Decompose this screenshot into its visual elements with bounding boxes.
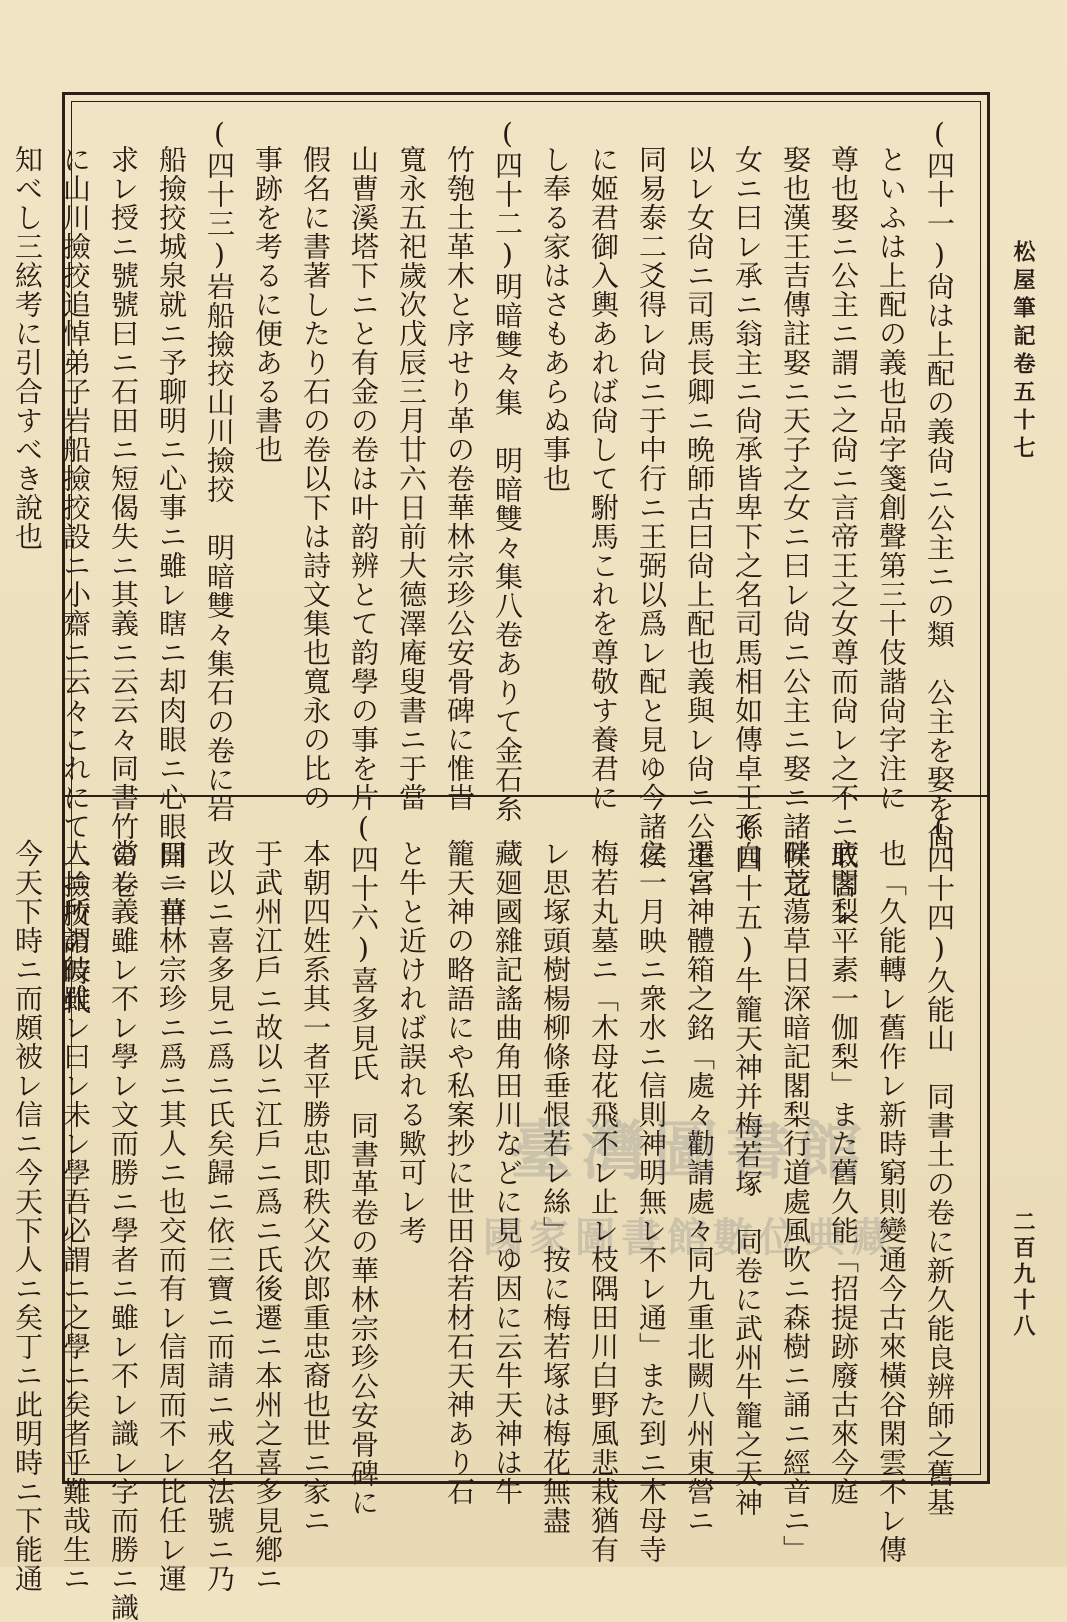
- text-column: 娶也漢王吉傳註娶ニ天子之女ニ曰レ尙ニ公主ニ娶ニ諸侯之: [779, 145, 812, 899]
- text-column: 竹匏土革木と序せり革の卷華林宗珍公安骨碑に惟旹: [443, 145, 476, 812]
- text-column: 本朝四姓系其一者平勝忠即秩父次郎重忠裔也世ニ家ニ: [299, 839, 332, 1535]
- text-column: 于武州江戶ニ故以ニ江戶ニ爲ニ氏後遷ニ本州之喜多見鄕ニ: [251, 839, 284, 1593]
- text-column: (四十一)尙は上配の義尙ニ公主ニの類 公主を娶を尙: [923, 117, 956, 852]
- text-column: 事跡を考るに便ある書也: [251, 145, 284, 464]
- text-column: 當レ義雖レ不レ學レ文而勝ニ學者ニ雖レ不レ識レ字而勝ニ識: [107, 839, 140, 1622]
- text-column: 假名に書著したり石の卷以下は詩文集也寬永の比の: [299, 145, 332, 812]
- text-column: 求レ授ニ號號曰ニ石田ニ短偈失ニ其義ニ云云々同書竹の卷: [107, 145, 140, 899]
- text-column: と牛と近ければ誤れる歟可レ考: [395, 839, 428, 1245]
- watermark-main-text: 臺灣圖書館: [510, 1114, 870, 1189]
- text-column: 藏廻國雜記謠曲角田川などに見ゆ因に云牛天神は牛: [491, 839, 524, 1506]
- text-column: (四十三)岩船撿挍山川撿挍 明暗雙々集石の卷に岩: [203, 117, 236, 823]
- text-column: (四十四)久能山 同書土の卷に新久能良辨師之舊基: [923, 811, 956, 1517]
- text-column: 底閣梨平素一伽梨」また舊久能「招提跡廢古來今庭: [827, 839, 860, 1506]
- page-number: 二百九十八: [1010, 1210, 1036, 1340]
- text-column: レ思塚頭樹楊柳條垂恨若レ絲」按に梅若塚は梅花無盡: [539, 839, 572, 1535]
- text-column: 寬永五祀歲次戊辰三月廿六日前大德澤庵叟書ニ于當: [395, 145, 428, 812]
- text-column: 船撿挍城泉就ニ予聊明ニ心事ニ雖レ瞎ニ却肉眼ニ心眼開一日: [155, 145, 188, 928]
- text-column: 也「久能轉レ舊作レ新時窮則變通今古來橫谷閑雲不レ傳: [875, 839, 908, 1564]
- text-column: に山川撿挍追悼弟子岩船撿挍設ニ小齋ニ云々これにて二撿挍の時代: [59, 145, 92, 1015]
- text-column: 女ニ曰レ承ニ翁主ニ尙承皆卑下之名司馬相如傳卓王孫自: [731, 145, 764, 870]
- text-column: 同易泰二爻得レ尙ニ于中行ニ王弼以爲レ配と見ゆ今諸侯: [635, 145, 668, 870]
- text-column: 之一月映ニ衆水ニ信則神明無レ不レ通」また到ニ木母寺: [635, 839, 668, 1564]
- text-frame: [11, 92, 990, 1622]
- text-column: 山曹溪塔下ニと有金の卷は叶韵辨とて韵學の事を片: [347, 145, 380, 812]
- text-column: 梅若丸墓ニ「木母花飛不レ止レ枝隅田川白野風悲栽猶有: [587, 839, 620, 1564]
- text-column: 人ニ所謂彼雖レ曰レ未レ學吾必謂ニ之學ニ矣者乎難哉生ニ: [59, 839, 92, 1593]
- upper-text-block: [11, 117, 963, 1015]
- text-column: 今天下時ニ而頗被レ信ニ今天下人ニ矣丁ニ此明時ニ下能通: [11, 839, 44, 1593]
- text-column: 籠天神の略語にや私案抄に世田谷若材石天神あり石: [443, 839, 476, 1506]
- text-column: し奉る家はさもあらぬ事也: [539, 145, 572, 493]
- running-header: 松屋筆記卷五十七: [1010, 240, 1036, 464]
- section-divider: [65, 795, 987, 797]
- text-column: (四十六)喜多見氏 同書革卷の華林宗珍公安骨碑に: [347, 811, 380, 1517]
- text-column: といふは上配の義也品字箋創聲第三十伎諧尙字注に: [875, 145, 908, 812]
- text-column: 遷宮神體箱之銘「處々勸請處々同九重北闕八州東營ニ: [683, 839, 716, 1535]
- text-column: 以レ女尙ニ司馬長卿ニ晩師古曰尙上配也義與レ尙ニ公主ニ: [683, 145, 716, 899]
- text-column: 尊也娶ニ公主ニ謂ニ之尙ニ言帝王之女尊而尙レ之不ニ敢言レ: [827, 145, 860, 928]
- text-column: 知べし三絃考に引合すべき說也: [11, 145, 44, 551]
- lower-text-block: [11, 811, 963, 1622]
- text-column: (四十五)牛籠天神并梅若塚 同卷に武州牛籠之天神: [731, 811, 764, 1517]
- text-column: 改以ニ喜多見ニ爲ニ氏矣歸ニ依三寶ニ而請ニ戒名法號ニ乃: [203, 839, 236, 1593]
- text-column: に姬君御入輿あれば尙して駙馬これを尊敬す養君に: [587, 145, 620, 812]
- text-column: 畔荒蕩草日深暗記閣梨行道處風吹ニ森樹ニ誦ニ經音ニ」: [779, 839, 812, 1564]
- text-column: 曰ニ華林宗珍ニ爲ニ其人ニ也交而有レ信周而不レ比任レ運: [155, 839, 188, 1593]
- watermark-sub-text: 國家圖書館數位典藏: [483, 1214, 897, 1261]
- text-column: (四十二)明暗雙々集 明暗雙々集八卷ありて金石糸: [491, 117, 524, 823]
